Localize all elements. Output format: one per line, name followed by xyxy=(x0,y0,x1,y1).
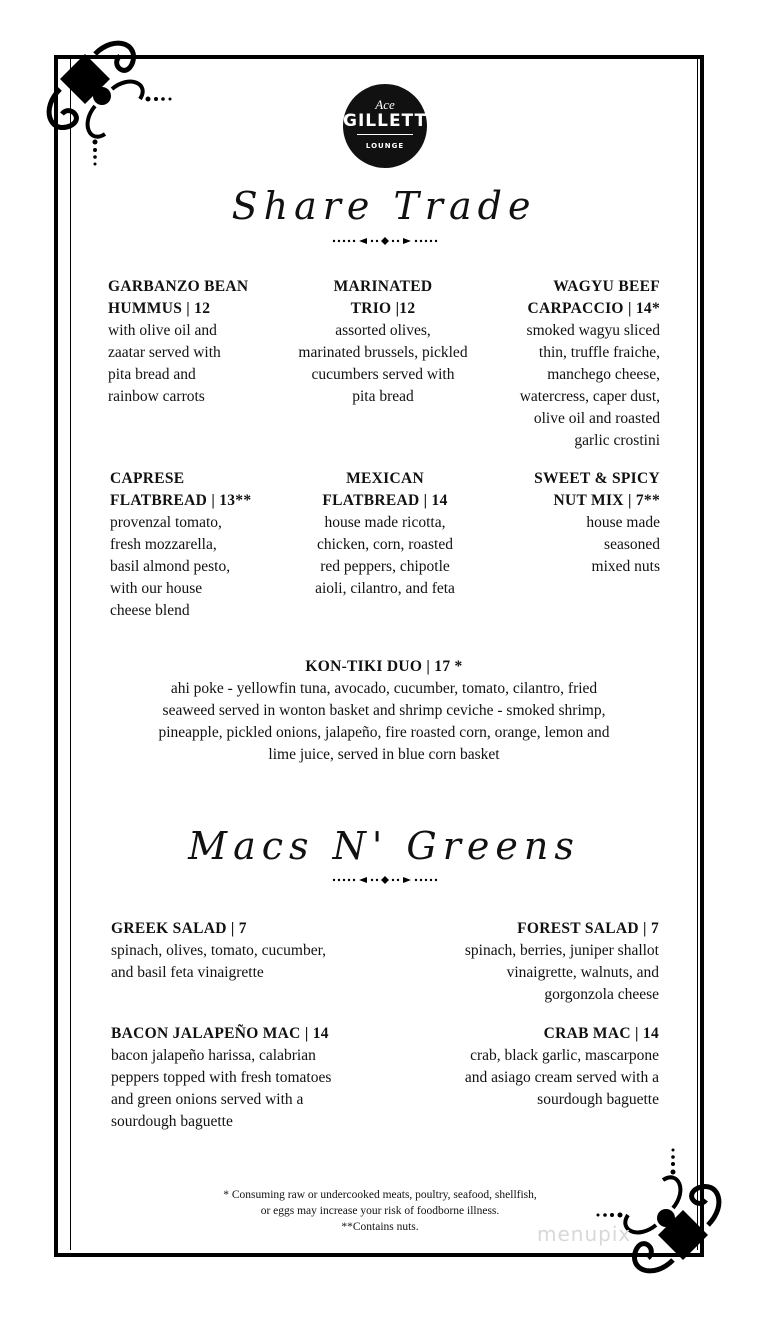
item-desc-line: fresh mozzarella, xyxy=(110,536,217,553)
item-desc-line: sourdough baguette xyxy=(111,1113,233,1130)
item-name-price: CRAB MAC | 14 xyxy=(543,1025,659,1042)
item-name-price: FOREST SALAD | 7 xyxy=(517,920,659,937)
item-desc-line: with our house xyxy=(110,580,203,597)
ornament-divider xyxy=(330,236,440,246)
logo-divider xyxy=(357,134,413,135)
menu-item-forest-salad xyxy=(400,918,659,1006)
ornament-divider xyxy=(330,875,440,885)
item-desc-line: aioli, cilantro, and feta xyxy=(315,580,455,597)
item-desc-line: house made ricotta, xyxy=(324,514,446,531)
item-desc-line: basil almond pesto, xyxy=(110,558,231,575)
item-desc-line: zaatar served with xyxy=(108,344,221,361)
menu-item-bacon-jalapeno-mac xyxy=(111,1023,401,1133)
item-desc-line: seaweed served in wonton basket and shrimp ceviche - smoked shrimp, xyxy=(162,702,606,719)
item-desc-line: gorgonzola cheese xyxy=(544,986,659,1003)
item-desc-line: provenzal tomato, xyxy=(110,514,222,531)
restaurant-logo xyxy=(343,84,447,168)
item-desc-line: and basil feta vinaigrette xyxy=(111,964,264,981)
item-desc-line: mixed nuts xyxy=(591,558,660,575)
item-name-price: BACON JALAPEÑO MAC | 14 xyxy=(111,1025,329,1042)
item-name-price: CARPACCIO | 14* xyxy=(527,300,660,317)
menu-item-garbanzo-hummus xyxy=(108,276,283,408)
item-desc-line: pita bread and xyxy=(108,366,196,383)
item-desc-line: olive oil and roasted xyxy=(533,410,660,427)
menu-item-caprese-flatbread xyxy=(110,468,290,622)
item-name: MARINATED xyxy=(333,278,433,295)
item-name-price: FLATBREAD | 14 xyxy=(322,492,448,509)
item-desc-line: spinach, olives, tomato, cucumber, xyxy=(111,942,327,959)
item-name-price: TRIO |12 xyxy=(350,300,416,317)
item-desc-line: with olive oil and xyxy=(108,322,217,339)
item-desc-line: seasoned xyxy=(604,536,660,553)
item-desc-line: vinaigrette, walnuts, and xyxy=(506,964,659,981)
item-name-price: KON-TIKI DUO | 17 * xyxy=(305,658,463,675)
menu-item-marinated-trio xyxy=(278,276,488,408)
item-desc-line: lime juice, served in blue corn basket xyxy=(268,746,500,763)
item-desc-line: and asiago cream served with a xyxy=(464,1069,659,1086)
footnote-line: **Contains nuts. xyxy=(341,1221,419,1233)
menu-item-kon-tiki-duo xyxy=(95,656,673,766)
item-desc-line: ahi poke - yellowfin tuna, avocado, cucumber, tomato, cilantro, fried xyxy=(170,680,598,697)
watermark: menupix xyxy=(537,1222,632,1246)
item-name: CAPRESE xyxy=(110,470,185,487)
item-desc-line: and green onions served with a xyxy=(111,1091,304,1108)
section-title-macs-greens: Macs N' Greens xyxy=(188,824,580,868)
item-name: GARBANZO BEAN xyxy=(108,278,249,295)
item-desc-line: bacon jalapeño harissa, calabrian xyxy=(111,1047,316,1064)
footnote-line: * Consuming raw or undercooked meats, poultry, seafood, shellfish, xyxy=(223,1189,537,1201)
item-desc-line: red peppers, chipotle xyxy=(320,558,450,575)
footnote-line: or eggs may increase your risk of foodborne illness. xyxy=(260,1205,500,1217)
item-desc-line: marinated brussels, pickled xyxy=(298,344,468,361)
item-desc-line: thin, truffle fraiche, xyxy=(538,344,660,361)
item-desc-line: garlic crostini xyxy=(574,432,660,449)
item-name-price: FLATBREAD | 13** xyxy=(110,492,252,509)
item-name: WAGYU BEEF xyxy=(553,278,660,295)
item-desc-line: peppers topped with fresh tomatoes xyxy=(111,1069,332,1086)
menu-item-wagyu-carpaccio xyxy=(480,276,660,452)
menu-item-sweet-spicy-nut-mix xyxy=(490,468,660,578)
item-desc-line: rainbow carrots xyxy=(108,388,205,405)
item-name-price: HUMMUS | 12 xyxy=(108,300,211,317)
corner-flourish-bottom-right xyxy=(588,1140,728,1280)
item-name-price: NUT MIX | 7** xyxy=(553,492,660,509)
item-desc-line: watercress, caper dust, xyxy=(519,388,660,405)
item-desc-line: crab, black garlic, mascarpone xyxy=(470,1047,659,1064)
item-desc-line: sourdough baguette xyxy=(537,1091,659,1108)
item-desc-line: assorted olives, xyxy=(335,322,431,339)
item-desc-line: pineapple, pickled onions, jalapeño, fire roasted corn, orange, lemon and xyxy=(158,724,610,741)
logo-lounge-text: LOUNGE xyxy=(365,142,405,150)
logo-ace-text: Ace xyxy=(375,97,395,112)
menu-item-crab-mac xyxy=(400,1023,659,1111)
menu-item-mexican-flatbread xyxy=(290,468,480,600)
menu-item-greek-salad xyxy=(111,918,401,984)
item-desc-line: chicken, corn, roasted xyxy=(317,536,453,553)
item-desc-line: pita bread xyxy=(352,388,414,405)
item-desc-line: manchego cheese, xyxy=(547,366,660,383)
footnote xyxy=(180,1187,580,1235)
logo-name-text: GILLETT'S xyxy=(343,111,447,131)
item-desc-line: smoked wagyu sliced xyxy=(526,322,660,339)
item-desc-line: house made xyxy=(586,514,660,531)
item-name: MEXICAN xyxy=(346,470,424,487)
item-name: SWEET & SPICY xyxy=(534,470,660,487)
section-title-share-trade: Share Trade xyxy=(231,184,537,228)
corner-flourish-top-left xyxy=(40,34,180,174)
item-name-price: GREEK SALAD | 7 xyxy=(111,920,247,937)
item-desc-line: spinach, berries, juniper shallot xyxy=(464,942,659,959)
item-desc-line: cucumbers served with xyxy=(311,366,455,383)
item-desc-line: cheese blend xyxy=(110,602,190,619)
